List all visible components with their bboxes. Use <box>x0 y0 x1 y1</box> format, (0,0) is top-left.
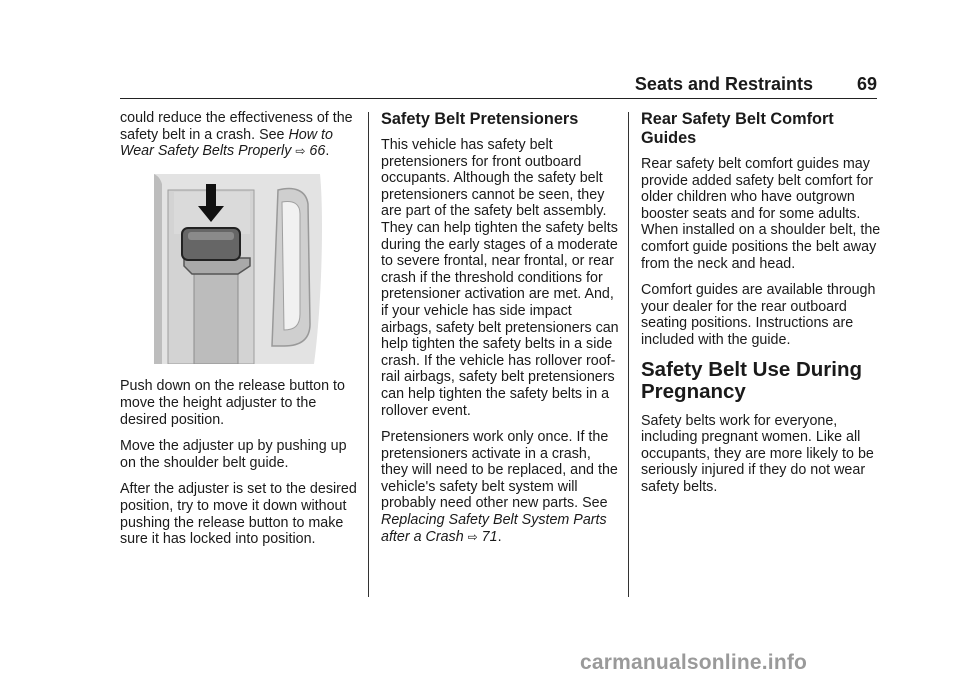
column-divider <box>628 112 629 597</box>
paragraph: Rear safety belt comfort guides may provide added safety belt comfort for older children who have outgrown booster seats and for some adults. When installed on a shoulder belt, the comfort guide positions the belt away from the neck and head. <box>641 156 881 272</box>
column-2 <box>381 110 621 555</box>
column-1 <box>120 110 360 558</box>
xref-page[interactable]: 66 <box>309 143 326 160</box>
xref-arrow-icon: ⇨ <box>467 529 478 544</box>
xref-page[interactable]: 71 <box>481 528 498 545</box>
xref-link[interactable]: How to Wear Safety Belts Properly <box>120 126 333 160</box>
page-header <box>120 74 877 98</box>
section-heading: Safety Belt Pretensioners <box>381 110 579 128</box>
header-rule <box>120 98 877 99</box>
section-heading: Safety Belt Use During Pregnancy <box>641 357 862 403</box>
section-heading: Rear Safety Belt Comfort Guides <box>641 110 834 147</box>
paragraph: After the adjuster is set to the desired position, try to move it down without pushing the release button to make sure it has locked into position. <box>120 481 357 548</box>
watermark: carmanualsonline.info <box>580 651 808 674</box>
page-number: 69 <box>856 74 877 94</box>
paragraph: Push down on the release button to move the height adjuster to the desired position. <box>120 378 345 428</box>
paragraph: This vehicle has safety belt pretensioners for front outboard occupants. Although the safety belt pretensioners cannot be seen, they are part of the safety belt assembly. They can help tighten the safety belts during the early stages of a moderate to severe frontal, near frontal, or rear crash if the threshold conditions for pretensioner activation are met. And, if your vehicle has side impact airbags, safety belt pretensioners can help tighten the safety belts in a side crash. If the vehicle has rollover roof-rail airbags, safety belt pretensioners can help tighten the safety belts in a rollover event. <box>381 137 619 419</box>
column-3 <box>641 110 881 506</box>
paragraph: Move the adjuster up by pushing up on the shoulder belt guide. <box>120 438 347 471</box>
paragraph: Safety belts work for everyone, including pregnant women. Like all occupants, they are more likely to be seriously injured if they do not wear safety belts. <box>641 412 874 495</box>
intro-paragraph: could reduce the effectiveness of the safety belt in a crash. See How to Wear Safety Belts Properly ⇨ 66. <box>120 110 353 160</box>
height-adjuster-illustration <box>154 174 328 364</box>
paragraph: Comfort guides are available through your dealer for the rear outboard seating positions. Instructions are included with the guide. <box>641 282 876 348</box>
column-divider <box>368 112 369 597</box>
section-title: Seats and Restraints <box>634 74 813 94</box>
xref-arrow-icon: ⇨ <box>295 144 306 159</box>
paragraph: Pretensioners work only once. If the pretensioners activate in a crash, they will need to be replaced, and the vehicle's safety belt system will probably need other new parts. See Replacing Safety Belt System Parts after a Crash ⇨ 71. <box>381 429 618 545</box>
xref-link[interactable]: Replacing Safety Belt System Parts after a Crash <box>381 512 607 545</box>
